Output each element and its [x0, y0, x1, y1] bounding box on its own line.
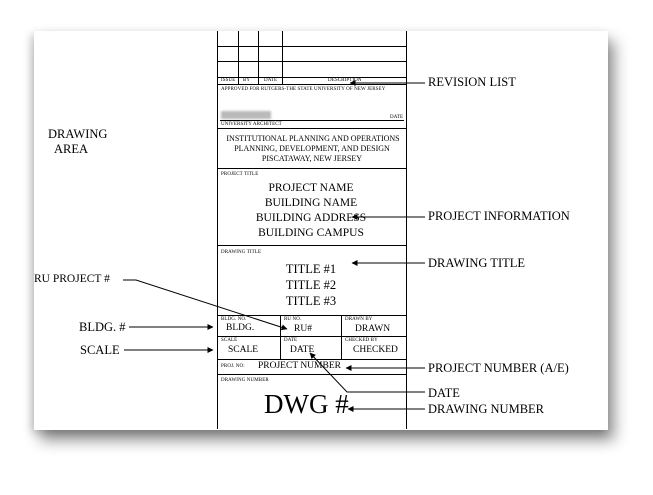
- office-line-3: PISCATAWAY, NEW JERSEY: [261, 154, 363, 163]
- project-information-label: PROJECT INFORMATION: [428, 209, 570, 223]
- ru-value: RU#: [294, 324, 312, 334]
- title-2: TITLE #2: [285, 278, 337, 292]
- scale-field-label: SCALE: [221, 338, 238, 343]
- date-value: DATE: [290, 345, 315, 355]
- drawing-number-label: DRAWING NUMBER: [428, 402, 545, 416]
- approval-text: APPROVED FOR RUTGERS-THE STATE UNIVERSITY OF NEW JERSEY: [221, 87, 386, 92]
- drawing-area-label-line1: DRAWING: [48, 127, 108, 141]
- drawing-number-field-label: DRAWING NUMBER: [221, 378, 269, 383]
- building-address: BUILDING ADDRESS: [255, 212, 367, 224]
- drawing-number-value: DWG #: [264, 389, 349, 419]
- architect-label: UNIVERSITY ARCHITECT: [221, 122, 282, 127]
- project-name: PROJECT NAME: [268, 182, 354, 194]
- callout-leaders: [34, 31, 608, 430]
- drawn-by-label: DRAWN BY: [345, 317, 373, 322]
- rev-issue-header: ISSUE: [221, 78, 236, 83]
- scale-value: SCALE: [228, 345, 259, 355]
- ru-no-label: RU NO.: [284, 317, 302, 322]
- project-title-label: PROJECT TITLE: [221, 172, 259, 177]
- rev-date-header: DATE: [264, 78, 278, 83]
- project-number-label: PROJECT NUMBER (A/E): [428, 361, 569, 375]
- building-campus: BUILDING CAMPUS: [258, 227, 364, 239]
- drawing-area-label-line2: AREA: [54, 142, 89, 156]
- office-line-2: PLANNING, DEVELOPMENT, AND DESIGN: [234, 144, 390, 153]
- title-1: TITLE #1: [285, 262, 337, 276]
- checked-value: CHECKED: [353, 345, 398, 355]
- date-field-label: DATE: [284, 338, 298, 343]
- date-label: DATE: [428, 386, 460, 400]
- proj-no-value: PROJECT NUMBER: [258, 361, 341, 371]
- drawing-title-section-label: DRAWING TITLE: [221, 250, 262, 255]
- bldg-label: BLDG. #: [79, 320, 126, 334]
- bldg-value: BLDG.: [226, 323, 255, 333]
- scale-label: SCALE: [80, 343, 120, 357]
- drawn-value: DRAWN: [355, 324, 391, 334]
- rev-by-header: BY: [243, 78, 251, 83]
- drawing-sheet: [34, 31, 608, 430]
- date-leader: [310, 353, 425, 392]
- rev-description-header: DESCRIPTION: [328, 78, 362, 83]
- ru-project-label: RU PROJECT #: [34, 273, 110, 285]
- ru-project-leader: [123, 280, 287, 329]
- drawing-title-label: DRAWING TITLE: [428, 256, 526, 270]
- bldg-no-label: BLDG. NO.: [221, 317, 247, 322]
- title-3: TITLE #3: [285, 294, 337, 308]
- revision-list-label: REVISION LIST: [428, 75, 516, 89]
- architect-date-label: DATE: [390, 115, 404, 120]
- office-line-1: INSTITUTIONAL PLANNING AND OPERATIONS: [226, 134, 400, 143]
- proj-no-label: PROJ. NO:: [221, 364, 245, 369]
- building-name: BUILDING NAME: [264, 197, 358, 209]
- checked-by-label: CHECKED BY: [345, 338, 378, 343]
